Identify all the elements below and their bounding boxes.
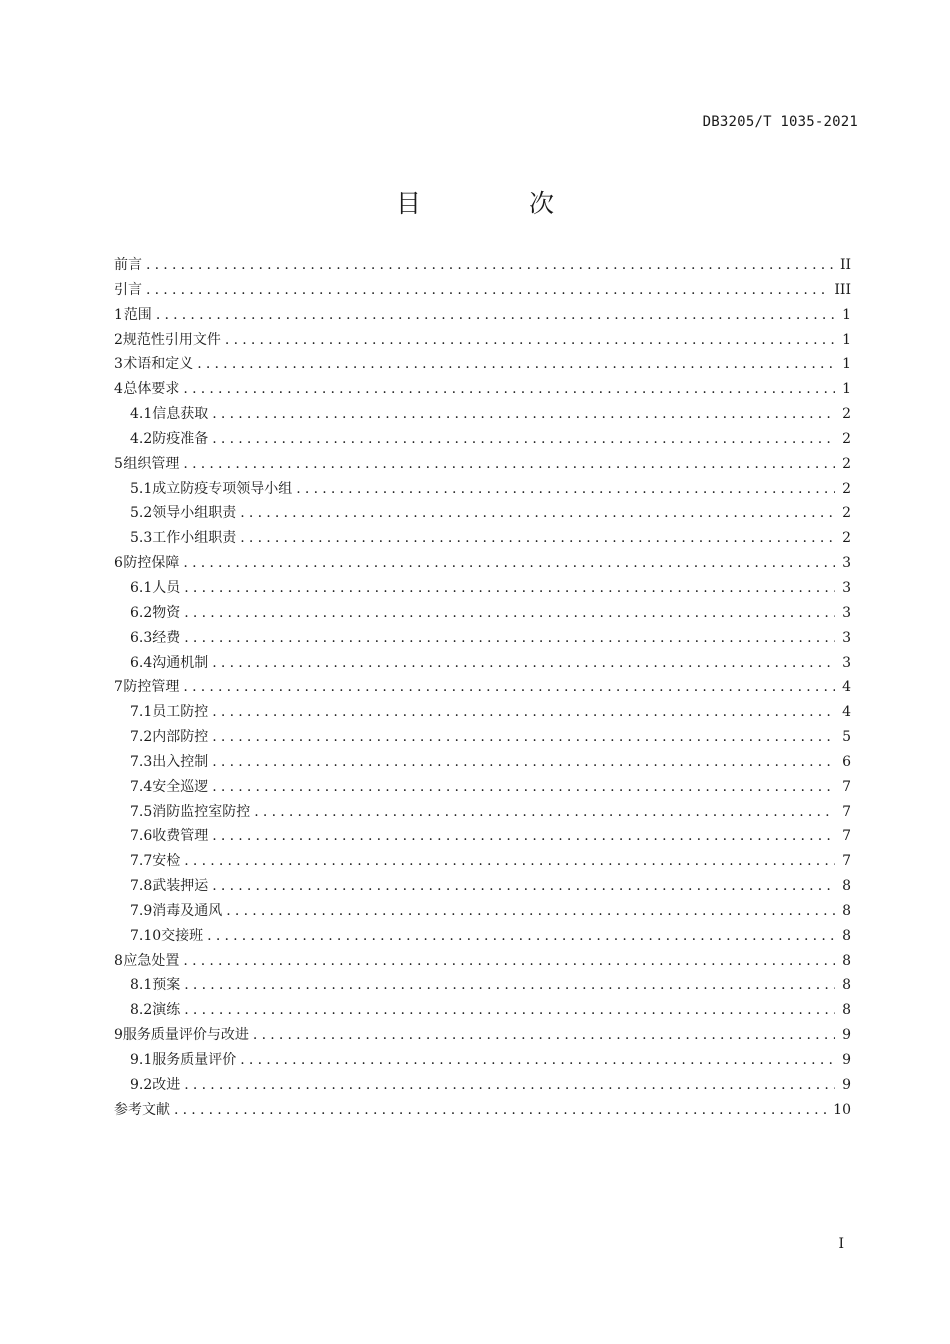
toc-entry-number: 7.3 [130,753,153,770]
toc-entry-page: 8 [842,902,851,919]
toc-leader-dots [212,750,835,775]
toc-entry-number: 7.4 [130,778,153,795]
toc-entry-label: 武装押运 [152,878,209,895]
toc-entry[interactable] [114,775,851,800]
toc-entry[interactable] [114,973,851,998]
toc-entry-number: 5.3 [130,530,153,547]
toc-entry-number: 9.1 [130,1052,153,1068]
toc-leader-dots [226,899,835,924]
toc-entry-page: 8 [842,878,851,895]
toc-entry-label: 出入控制 [152,753,209,770]
toc-entry-label: 演练 [152,1002,181,1019]
toc-entry-number: 6.4 [130,654,153,671]
toc-entry[interactable] [114,1023,851,1048]
toc-entry-page: 1 [842,356,851,373]
toc-leader-dots [240,526,835,551]
toc-leader-dots [183,377,835,402]
toc-entry[interactable] [114,849,851,874]
toc-leader-dots [184,601,835,626]
toc-entry[interactable] [114,427,851,452]
toc-entry[interactable] [114,501,851,526]
toc-leader-dots [183,551,835,576]
toc-entry-number: 6.2 [130,604,153,621]
toc-entry[interactable] [114,824,851,849]
toc-entry-label: 应急处置 [123,952,180,969]
toc-entry[interactable] [114,377,851,402]
toc-entry-label: 安检 [152,853,181,870]
toc-entry-label: 安全巡逻 [152,778,209,795]
toc-entry-label: 服务质量评价 [152,1052,237,1068]
toc-entry[interactable] [114,626,851,651]
toc-entry[interactable] [114,899,851,924]
toc-leader-dots [212,824,835,849]
toc-entry-number: 9.2 [130,1076,153,1093]
toc-entry-page: 2 [842,455,851,472]
page-title: 目 次 [396,189,604,218]
toc-entry-number: 6 [114,555,123,572]
toc-entry-label: 消毒及通风 [152,902,223,919]
toc-entry-number: 7.10 [130,927,162,944]
toc-entry-page: 7 [842,778,851,795]
toc-leader-dots [212,427,835,452]
toc-leader-dots [184,849,835,874]
toc-entry-label: 物资 [152,604,181,621]
toc-entry-page: II [839,257,851,273]
toc-entry[interactable] [114,402,851,427]
toc-entry-label: 沟通机制 [152,654,209,671]
toc-entry-page: 3 [842,604,851,621]
toc-entry[interactable] [114,800,851,825]
toc-entry-number: 8 [114,952,123,969]
toc-entry[interactable] [114,477,851,502]
toc-leader-dots [174,1098,829,1123]
toc-entry-page: 4 [842,679,851,696]
toc-entry-label: 防疫准备 [152,430,209,447]
toc-entry-page: 1 [842,331,851,348]
toc-entry-label: 组织管理 [123,455,180,472]
toc-entry[interactable] [114,750,851,775]
toc-entry-page: 9 [842,1052,851,1068]
toc-entry[interactable] [114,526,851,551]
toc-entry-page: 7 [842,828,851,845]
toc-entry-page: 2 [842,480,851,497]
toc-entry-label: 经费 [152,629,181,646]
toc-entry[interactable] [114,998,851,1023]
toc-entry-number: 5.1 [130,480,153,497]
toc-entry-page: 2 [842,430,851,447]
toc-leader-dots [212,651,835,676]
toc-entry-number: 6.3 [130,629,153,646]
toc-entry-label: 人员 [152,579,181,596]
toc-entry-page: 7 [842,803,851,820]
toc-entry-label: 预案 [152,977,181,994]
toc-entry-number: 9 [114,1027,123,1044]
toc-entry-number: 4.2 [130,430,153,447]
toc-entry-label: 员工防控 [152,704,209,721]
toc-leader-dots [253,1023,835,1048]
toc-leader-dots [240,501,835,526]
toc-entry-label: 领导小组职责 [152,505,237,522]
toc-entry-label: 服务质量评价与改进 [122,1027,249,1044]
toc-leader-dots [184,998,835,1023]
toc-entry-page: 1 [842,306,851,323]
toc-leader-dots [254,800,835,825]
toc-leader-dots [183,949,835,974]
toc-entry-label: 规范性引用文件 [122,331,221,348]
toc-leader-dots [146,278,830,303]
toc-entry-label: 范围 [123,306,152,323]
toc-entry-label: 前言 [114,257,142,273]
toc-entry-page: 3 [842,579,851,596]
toc-entry-number: 6.1 [130,579,153,596]
toc-entry-label: 工作小组职责 [152,530,237,547]
toc-entry-label: 引言 [114,281,142,298]
toc-entry[interactable] [114,874,851,899]
toc-entry-number: 3 [114,356,123,373]
table-of-contents [114,253,851,1123]
toc-entry[interactable] [114,328,851,353]
toc-entry[interactable] [114,949,851,974]
toc-entry-label: 术语和定义 [123,356,194,373]
toc-entry[interactable] [114,700,851,725]
toc-entry-number: 7.1 [130,704,153,721]
toc-entry-page: 5 [842,729,851,746]
toc-leader-dots [184,626,835,651]
toc-entry-page: 8 [842,977,851,994]
toc-entry-page: 8 [842,1002,851,1019]
toc-entry-page: 8 [842,952,851,969]
toc-entry-page: 6 [842,753,851,770]
toc-entry-label: 防控管理 [123,679,180,696]
toc-entry-number: 4 [114,381,123,398]
toc-leader-dots [240,1048,835,1073]
toc-entry-page: 3 [842,555,851,572]
toc-leader-dots [225,328,835,353]
toc-entry-label: 成立防疫专项领导小组 [152,480,293,497]
toc-entry-page: 2 [842,505,851,522]
toc-entry-number: 7.6 [130,828,153,845]
toc-entry-label: 内部防控 [152,729,209,746]
toc-entry[interactable] [114,924,851,949]
toc-entry-page: 2 [842,530,851,547]
toc-entry[interactable] [114,675,851,700]
toc-leader-dots [207,924,835,949]
toc-leader-dots [212,725,835,750]
toc-entry-number: 7.9 [130,902,153,919]
toc-entry-page: 2 [842,406,851,423]
toc-leader-dots [212,700,835,725]
toc-entry-number: 2 [114,331,123,348]
toc-entry-page: III [834,281,851,298]
toc-entry-label: 交接班 [161,927,204,944]
toc-entry-label: 防控保障 [123,555,180,572]
toc-entry-page: 3 [842,629,851,646]
toc-entry-page: 9 [842,1076,851,1093]
toc-leader-dots [184,576,835,601]
toc-entry-page: 1 [842,381,851,398]
toc-leader-dots [296,477,835,502]
toc-entry-label: 信息获取 [152,406,209,423]
toc-entry[interactable] [114,278,851,303]
toc-entry[interactable] [114,1073,851,1098]
toc-leader-dots [197,352,835,377]
toc-entry-number: 7.8 [130,878,153,895]
toc-entry-page: 10 [833,1101,851,1118]
toc-leader-dots [156,303,835,328]
document-code: DB3205/T 1035-2021 [702,114,858,130]
toc-leader-dots [183,452,835,477]
toc-entry-label: 参考文献 [114,1101,170,1118]
toc-entry[interactable] [114,1048,851,1073]
toc-entry-number: 7.7 [130,853,153,870]
toc-leader-dots [212,775,835,800]
toc-entry-number: 5 [114,455,123,472]
toc-entry[interactable] [114,725,851,750]
toc-entry-label: 总体要求 [123,381,180,398]
toc-entry-number: 8.1 [130,977,153,994]
toc-leader-dots [183,675,835,700]
toc-entry[interactable] [114,576,851,601]
toc-entry[interactable] [114,551,851,576]
toc-entry[interactable] [114,352,851,377]
toc-entry-label: 收费管理 [152,828,209,845]
toc-leader-dots [212,874,835,899]
toc-entry-number: 7 [114,679,123,696]
toc-entry-page: 8 [842,927,851,944]
toc-entry-page: 9 [842,1027,851,1044]
toc-leader-dots [212,402,835,427]
toc-entry-label: 消防监控室防控 [152,803,251,820]
toc-leader-dots [184,1073,835,1098]
toc-leader-dots [146,253,835,278]
toc-entry-page: 3 [842,654,851,671]
toc-entry-page: 4 [842,704,851,721]
toc-entry[interactable] [114,253,851,278]
toc-entry[interactable] [114,303,851,328]
toc-entry[interactable] [114,651,851,676]
toc-entry[interactable] [114,601,851,626]
toc-entry-page: 7 [842,853,851,870]
toc-entry-number: 8.2 [130,1002,153,1019]
toc-entry-number: 1 [114,306,123,323]
toc-entry-number: 7.5 [130,803,153,820]
toc-entry-number: 7.2 [130,729,153,746]
toc-entry[interactable] [114,1098,851,1123]
toc-entry-number: 4.1 [130,406,153,423]
page-number: I [838,1236,844,1252]
toc-entry-number: 5.2 [130,505,153,522]
toc-entry-label: 改进 [152,1076,181,1093]
toc-leader-dots [184,973,835,998]
toc-entry[interactable] [114,452,851,477]
